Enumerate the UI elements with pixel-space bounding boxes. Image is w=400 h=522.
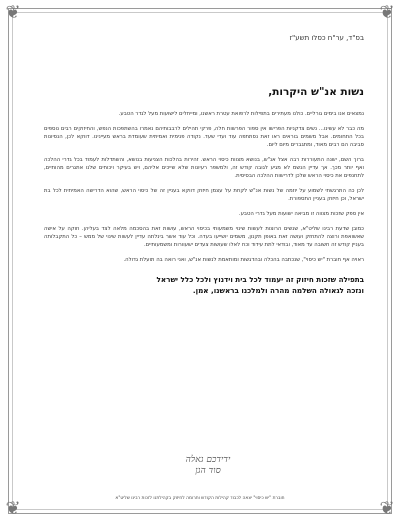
ornament-corner-icon: ❦: [379, 2, 395, 23]
signature-line-1: ידידכם גאלה: [185, 455, 231, 465]
ornament-corner-icon: ❦: [5, 498, 21, 519]
handwritten-signature: [158, 454, 258, 490]
date-line: בס"ד, ער"ח כסלו תשע"ז: [289, 34, 364, 42]
paragraph: נמצאים אנו בימים גורליים. כולנו מעתירים בתפילות לרפואת עטרת ראשנו, ומייחלים לישועות מעל לגדר הטבע.: [118, 111, 364, 117]
greeting-heading: נשות אנ"ש היקרות,: [268, 86, 364, 98]
closing-line-1: בתפילה שזכות חיזוק זה יעמוד לכל בית וידנוץ ולכל כלל ישראל: [156, 275, 364, 284]
paragraph: ראויה אף חוברת "יש כיסוי", שנכתבה בהכלה ובהדגשות ומותאמת לנשות אנ"ש, ואני רואה בה תועלת גדולה.: [123, 257, 364, 263]
ornament-corner-icon: ❦: [379, 498, 395, 519]
paragraph: לכן כה התרגשתי לשמוע על יוזמה של נשות אנ"ש לקחת על עצמן חיזוק דווקא בעניין זה של כיסוי הראש, שהוא הדרישה האמיתית לכל בת ישראל, וכן חיזוק בעניין התספורת.: [44, 188, 364, 202]
closing-line-2: ונזכה לגאולה השלמה מהרה ולמלכנו בראשנו, אמן.: [192, 286, 364, 295]
closing-blessing: [44, 274, 364, 296]
footer-note: חוברת "יש כיסוי" יצאה לכבוד קהילות הקודש ותרומה לחיזוק בקהילתנו לזכות רבינו שליט"א: [115, 496, 285, 501]
paragraph: כמובן שדעת רבינו שליט"א, שנשים הרוצות לעשות שינוי משמעותי בכיסוי הראש, עושות זאת בהסכמה מלאה לצד בעליהן. וזוקה על אישה שאשואפת ורוצה להתחזק ועושה זאת באופן תקנון, משמים יושייעו בעדה. וכל עוד אשר בינלתה עדיין לעשות שינוי של ממש – כל התקבלותה בעניין קודש זה חשובה עד מאוד, ובודאי לתת עידוד וכח לאלו שעושות צעדים ישעוורות ומשמעותיים.: [44, 226, 364, 248]
letter-body: [44, 34, 364, 304]
signature-line-2: סוד הגן: [195, 466, 221, 476]
ornament-corner-icon: ❦: [5, 2, 21, 23]
paragraph: אין ספק שזכות מצווה זו מביאה ישועות מעל גדרי הטבע.: [238, 211, 364, 217]
paragraph: מה כבר לא עשינו... נשים צדקניות הפרישו אין ספור הפרשות חלה, פרקי תהילים לרבבותיהם נאמרו בהשתפכות הנפש, והחיזוקים רבים נוספים בכל התחומים. אבל משמים בוראים ראו זאת נסתתפה עוד ועדי שעד. נקודה פנימית ואמיתית שעומדת בראש מעיינינו. דווקא לכן, הנסיונות סביבה הם רבים מאוד, ומתגברים מיום ליום.: [44, 126, 364, 148]
paragraph: ברוך השם, ישנה התעוררות רבה אצל אנ"ש, בנושא מצוות כיסוי הראש. זהירות בהלכות הצניעות בנושא, והשתדלות לעמוד בכל גדרי ההלכה ואף יותר מכך. אך עדיין הנשמ לא מגיע לגובה קודש זה, ולמשפר רעיונות שלא שייכים אליהם, ויש בעיקר ויכוחים שלנו אתגרים מהותיים, לתחנפים את כיסוי הראש שלכן לדרישות ההלכה הבסיסית.: [44, 157, 364, 179]
